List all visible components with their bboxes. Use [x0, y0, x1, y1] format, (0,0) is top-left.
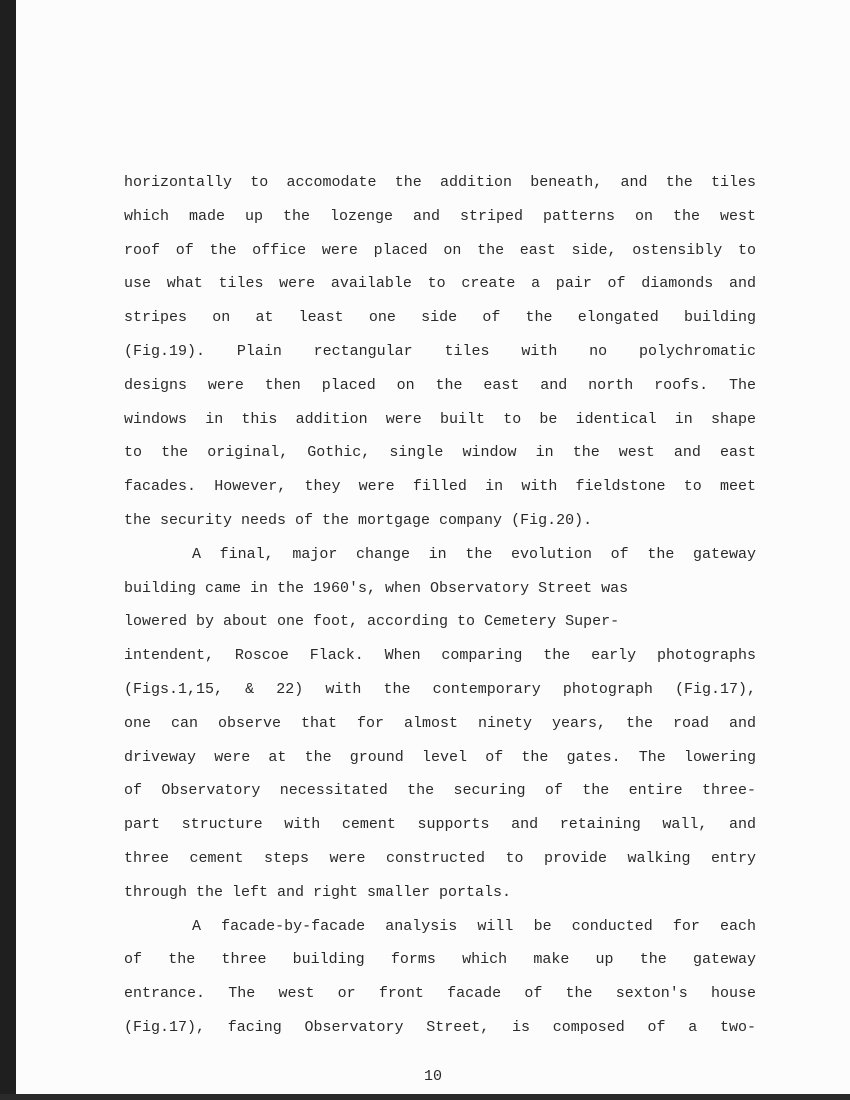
text-line: through the left and right smaller portals. — [124, 883, 512, 901]
page-number: 10 — [423, 1068, 442, 1085]
text-line: of the three building forms which make up the gateway — [124, 951, 756, 969]
text-line: horizontally to accomodate the addition beneath, and the tiles — [124, 174, 756, 191]
text-line: (Figs.1,15, & 22) with the contemporary photograph (Fig.17), — [124, 680, 756, 698]
text-line: use what tiles were available to create a pair of diamonds and — [124, 275, 756, 293]
text-line: part structure with cement supports and retaining wall, and — [124, 816, 756, 834]
text-line: intendent, Roscoe Flack. When comparing the early photographs — [124, 647, 756, 665]
text-line: A final, major change in the evolution of the gateway — [192, 545, 756, 563]
text-line: which made up the lozenge and striped patterns on the west — [124, 207, 756, 225]
text-line: to the original, Gothic, single window in the west and east — [124, 444, 756, 462]
scan-left-border — [0, 0, 16, 1100]
scan-bottom-border — [0, 1094, 850, 1100]
text-line: A facade-by-facade analysis will be conducted for each — [192, 917, 756, 935]
text-line: (Fig.17), facing Observatory Street, is composed of a two- — [124, 1018, 756, 1036]
text-line: one can observe that for almost ninety years, the road and — [124, 714, 756, 732]
text-line: driveway were at the ground level of the gates. The lowering — [124, 748, 756, 766]
text-line: roof of the office were placed on the east side, ostensibly to — [124, 241, 756, 259]
text-line: of Observatory necessitated the securing of the entire three- — [124, 782, 756, 800]
body-text — [124, 166, 756, 1045]
text-line: (Fig.19). Plain rectangular tiles with no polychromatic — [124, 342, 756, 360]
text-line: stripes on at least one side of the elongated building — [124, 309, 756, 327]
text-line: three cement steps were constructed to provide walking entry — [124, 849, 756, 867]
text-line: facades. However, they were filled in with fieldstone to meet — [124, 478, 756, 496]
document-page — [16, 0, 850, 1094]
text-line: building came in the 1960's, when Observatory Street was — [124, 579, 629, 597]
text-line: designs were then placed on the east and north roofs. The — [124, 376, 756, 394]
text-line: windows in this addition were built to be identical in shape — [124, 410, 756, 428]
text-line: lowered by about one foot, according to Cemetery Super- — [124, 613, 620, 631]
text-line: entrance. The west or front facade of the sexton's house — [124, 985, 756, 1003]
text-line: the security needs of the mortgage company (Fig.20). — [124, 511, 593, 529]
